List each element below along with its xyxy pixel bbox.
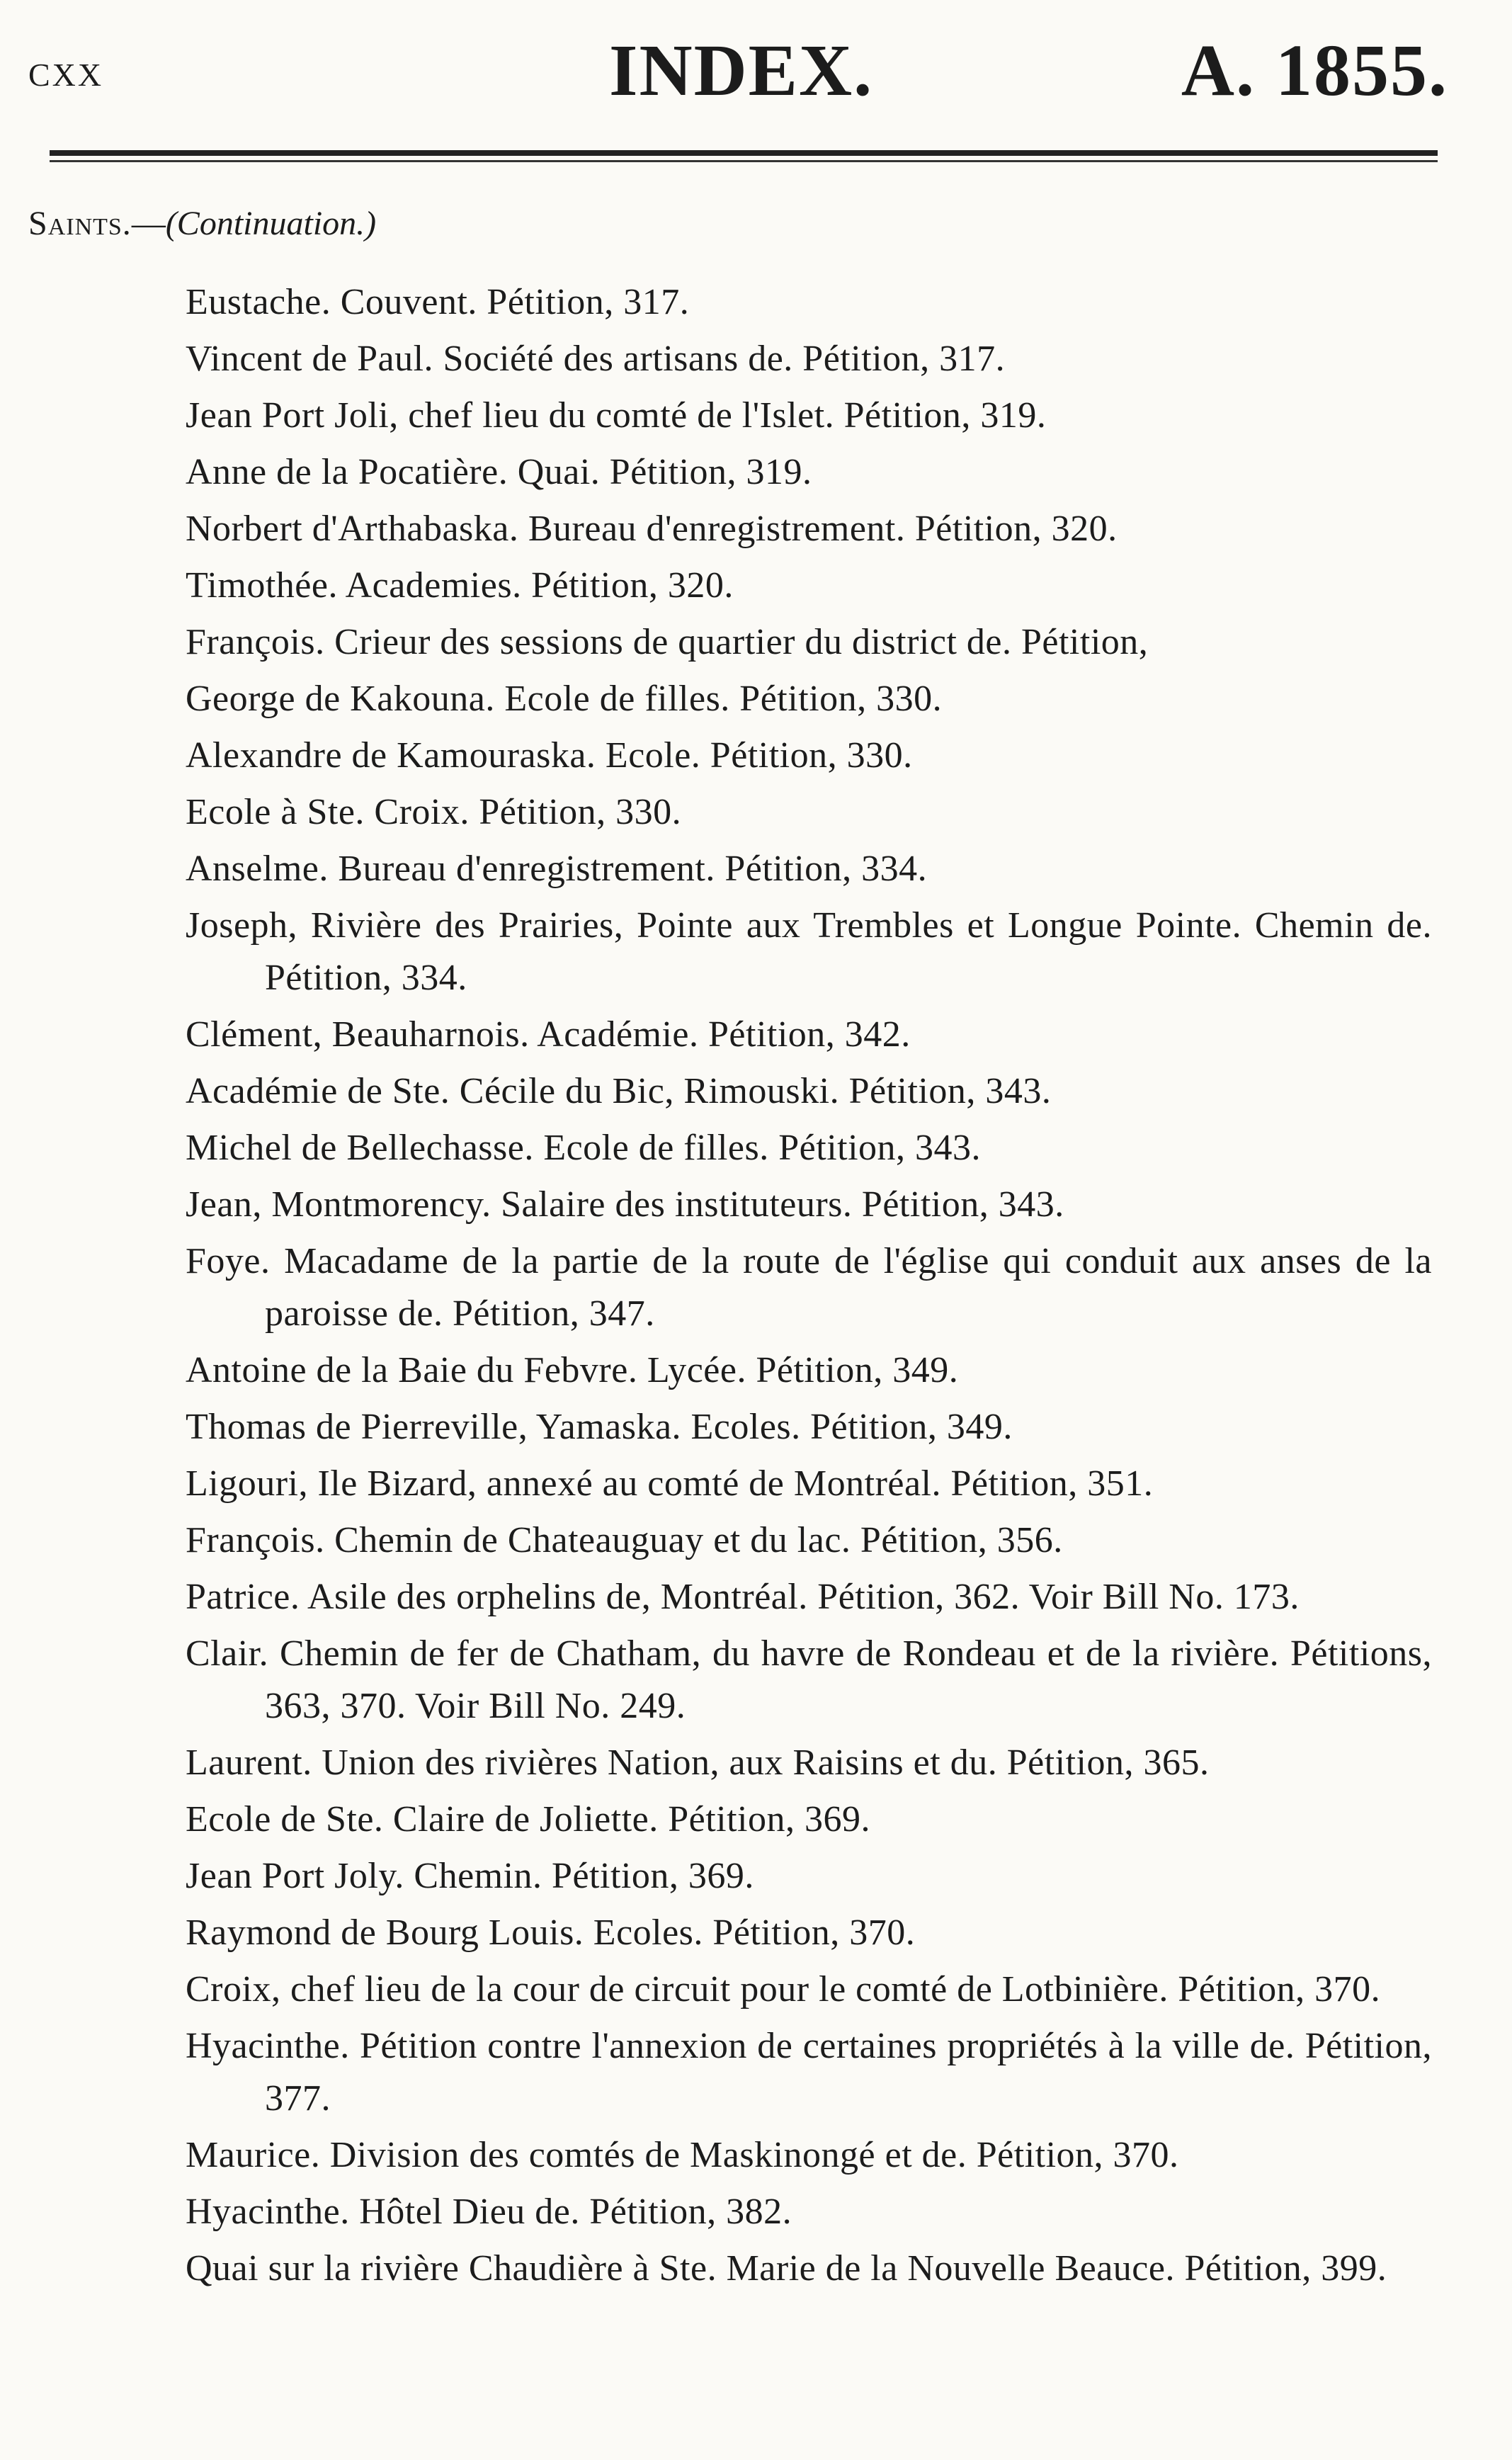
index-entry: Jean Port Joli, chef lieu du comté de l'Islet. Pétition, 319. bbox=[186, 395, 1047, 436]
index-entry: Laurent. Union des rivières Nation, aux Raisins et du. Pétition, 365. bbox=[186, 1742, 1210, 1783]
year-label: A. 1855. bbox=[1181, 30, 1448, 111]
page-number: cxx bbox=[28, 45, 104, 96]
index-entry: Jean Port Joly. Chemin. Pétition, 369. bbox=[186, 1856, 754, 1896]
index-entry: Académie de Ste. Cécile du Bic, Rimouski. Pétition, 343. bbox=[186, 1071, 1052, 1111]
page-title: INDEX. bbox=[609, 30, 874, 111]
index-entry: Quai sur la rivière Chaudière à Ste. Marie de la Nouvelle Beauce. Pétition, 399. bbox=[186, 2248, 1387, 2289]
index-entry: Joseph, Rivière des Prairies, Pointe aux Trembles et Longue Pointe. Chemin de. Pétition, 334. bbox=[186, 905, 1432, 998]
section-heading bbox=[28, 204, 376, 243]
index-entry: Timothée. Academies. Pétition, 320. bbox=[186, 565, 734, 606]
index-entry: Hyacinthe. Hôtel Dieu de. Pétition, 382. bbox=[186, 2192, 792, 2232]
index-entry: Clément, Beauharnois. Académie. Pétition, 342. bbox=[186, 1014, 911, 1055]
index-entry: Hyacinthe. Pétition contre l'annexion de certaines propriétés à la ville de. Pétition, 377. bbox=[186, 2026, 1432, 2119]
index-entry: Foye. Macadame de la partie de la route de l'église qui conduit aux anses de la paroisse de. Pétition, 347. bbox=[186, 1241, 1432, 1334]
header-rule-thick bbox=[50, 150, 1438, 156]
index-entry: Ligouri, Ile Bizard, annexé au comté de Montréal. Pétition, 351. bbox=[186, 1463, 1154, 1504]
index-entry: Alexandre de Kamouraska. Ecole. Pétition, 330. bbox=[186, 735, 913, 776]
section-name: Saints. bbox=[28, 205, 132, 242]
index-entry: Anne de la Pocatière. Quai. Pétition, 319. bbox=[186, 452, 812, 492]
index-entry: Jean, Montmorency. Salaire des instituteurs. Pétition, 343. bbox=[186, 1184, 1064, 1225]
index-entry: Eustache. Couvent. Pétition, 317. bbox=[186, 282, 690, 322]
index-entry: Thomas de Pierreville, Yamaska. Ecoles. Pétition, 349. bbox=[186, 1407, 1013, 1447]
index-entry: Maurice. Division des comtés de Maskinongé et de. Pétition, 370. bbox=[186, 2135, 1179, 2175]
index-entry: Clair. Chemin de fer de Chatham, du havre de Rondeau et de la rivière. Pétitions, 363, 370. Voir Bill No. 249. bbox=[186, 1633, 1432, 1726]
index-entry: Anselme. Bureau d'enregistrement. Pétition, 334. bbox=[186, 849, 928, 889]
page-header bbox=[0, 28, 1512, 127]
index-entry: Antoine de la Baie du Febvre. Lycée. Pétition, 349. bbox=[186, 1350, 959, 1390]
index-entry: Ecole de Ste. Claire de Joliette. Pétition, 369. bbox=[186, 1799, 871, 1840]
index-entry: Ecole à Ste. Croix. Pétition, 330. bbox=[186, 792, 682, 832]
index-entry: George de Kakouna. Ecole de filles. Pétition, 330. bbox=[186, 679, 943, 719]
index-entry-list bbox=[186, 276, 1432, 2299]
section-dash: — bbox=[131, 205, 166, 242]
index-entry: François. Chemin de Chateauguay et du lac. Pétition, 356. bbox=[186, 1520, 1063, 1560]
header-rule-thin bbox=[50, 160, 1438, 162]
section-continuation: (Continuation.) bbox=[165, 205, 377, 242]
index-entry: François. Crieur des sessions de quartier du district de. Pétition, bbox=[186, 622, 1149, 662]
index-entry: Croix, chef lieu de la cour de circuit pour le comté de Lotbinière. Pétition, 370. bbox=[186, 1969, 1381, 2010]
index-entry: Norbert d'Arthabaska. Bureau d'enregistrement. Pétition, 320. bbox=[186, 509, 1118, 549]
index-entry: Vincent de Paul. Société des artisans de. Pétition, 317. bbox=[186, 339, 1006, 379]
index-entry: Patrice. Asile des orphelins de, Montréal. Pétition, 362. Voir Bill No. 173. bbox=[186, 1577, 1300, 1617]
index-entry: Raymond de Bourg Louis. Ecoles. Pétition, 370. bbox=[186, 1912, 916, 1953]
index-entry: Michel de Bellechasse. Ecole de filles. Pétition, 343. bbox=[186, 1128, 982, 1168]
